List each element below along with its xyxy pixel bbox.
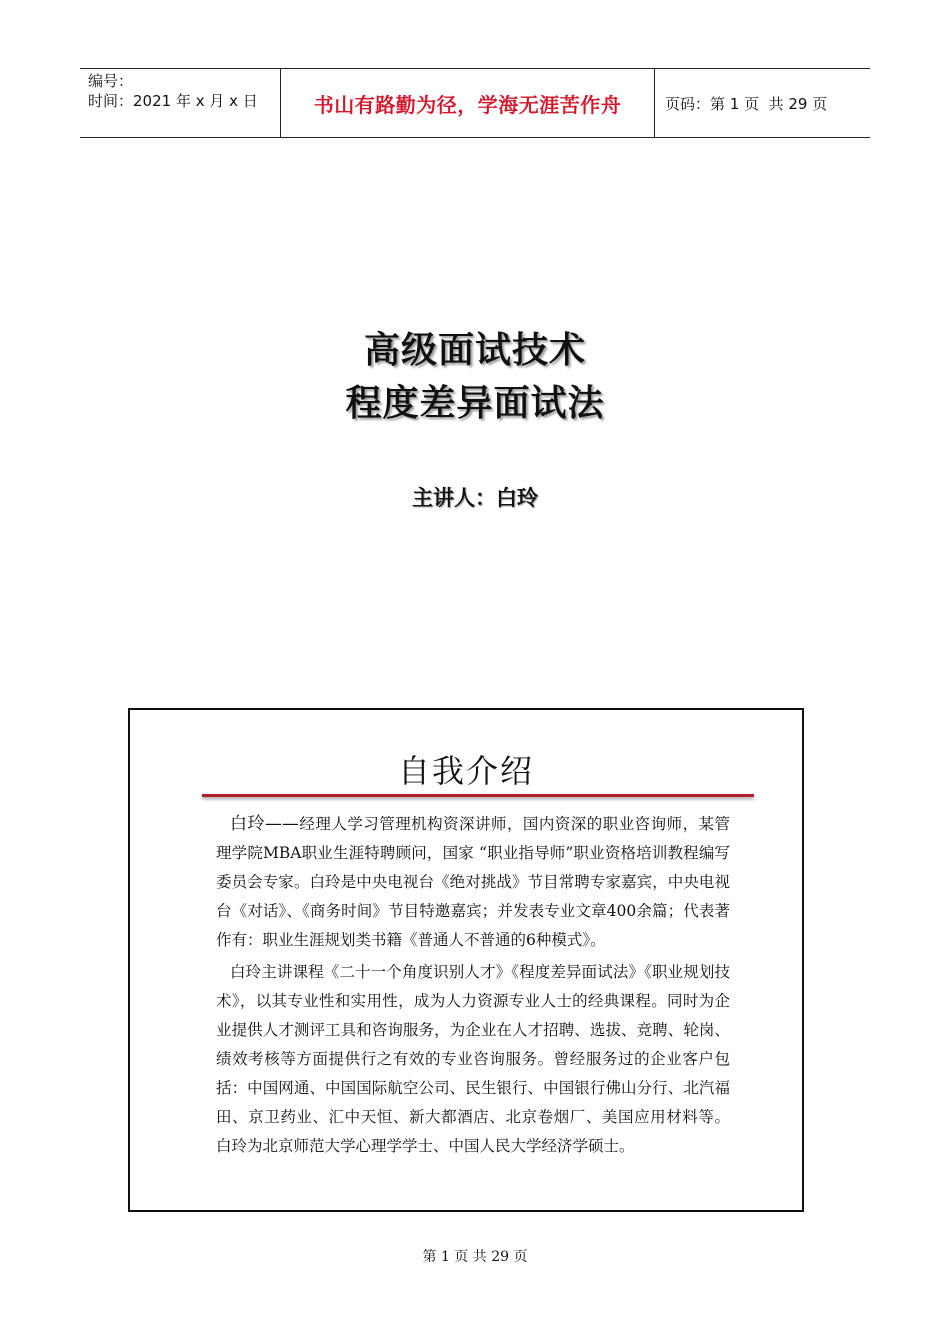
header-page-cell <box>655 69 870 137</box>
motto-text: 书山有路勤为径，学海无涯苦作舟 <box>313 92 622 117</box>
intro-name: 白玲—— <box>230 814 299 834</box>
document-title-line-1: 高级面试技术 <box>363 330 586 371</box>
document-title-line-2: 程度差异面试法 <box>345 383 605 424</box>
intro-paragraph-1-text: 经理人学习管理机构资深讲师，国内资深的职业咨询师，某管理学院MBA职业生涯特聘顾问，国家 “职业指导师”职业资格培训教程编写委员会专家。白玲是中央电视台《绝对挑战》节目常聘专家嘉宾，中央电视台《对话》、《商务时间》节目特邀嘉宾；并发表专业文章400余篇；代表著作有：职业生涯规划类书籍《普通人不普通的6种模式》。 <box>216 815 730 949</box>
page-header <box>80 68 870 138</box>
intro-paragraph-1 <box>216 810 730 955</box>
document-time-label: 时间：2021 年 x 月 x 日 <box>88 92 258 110</box>
intro-heading: 自我介绍 <box>397 752 534 790</box>
self-introduction-box <box>128 708 804 1212</box>
page-info-text: 页码：第 1 页 共 29 页 <box>665 94 828 113</box>
intro-body <box>216 810 730 1164</box>
header-meta-cell <box>80 69 281 137</box>
presenter-label: 主讲人：白玲 <box>412 486 538 510</box>
page-footer: 第 1 页 共 29 页 <box>422 1249 528 1265</box>
intro-divider <box>202 794 754 797</box>
intro-paragraph-2: 白玲主讲课程《二十一个角度识别人才》《程度差异面试法》《职业规划技术》，以其专业性和实用性，成为人力资源专业人士的经典课程。同时为企业提供人才测评工具和咨询服务，为企业在人才招聘、选拔、竞聘、轮岗、绩效考核等方面提供行之有效的专业咨询服务。曾经服务过的企业客户包括：中国网通、中国国际航空公司、民生银行、中国银行佛山分行、北汽福田、京卫药业、汇中天恒、新大都酒店、北京卷烟厂、美国应用材料等。 白玲为北京师范大学心理学学士、中国人民大学经济学硕士。 <box>216 963 730 1155</box>
document-number-label: 编号： <box>88 72 134 90</box>
header-motto-cell <box>281 69 655 137</box>
